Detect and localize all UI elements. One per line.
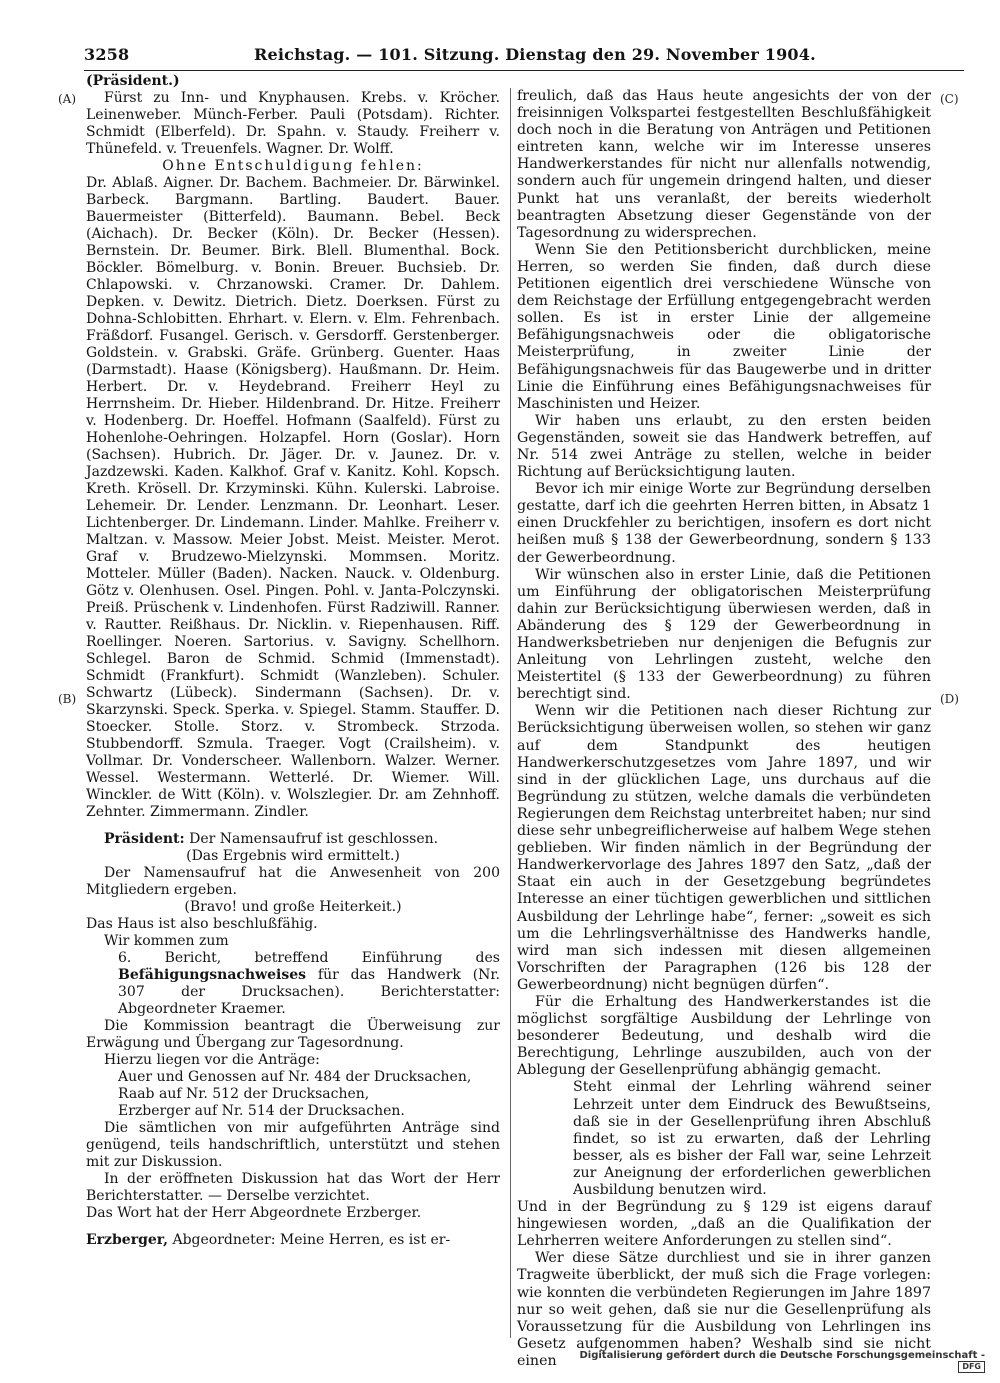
president-tag: (Präsident.) — [86, 73, 180, 89]
dfg-logo: DFG — [958, 1361, 985, 1373]
motion-2: Raab auf Nr. 512 der Drucksachen, — [118, 1086, 370, 1102]
names-absent: Dr. Ablaß. Aigner. Dr. Bachem. Bachmeier. Dr. Bärwinkel. Barbeck. Bargmann. Bartling. Baudert. Bauer. Bauermeister (Bitterfeld). Baumann. Bebel. Beck (Aichach). Dr. Becker (Köln). Dr. Becker (Hessen). Bernstein. Dr. Beumer. Birk. Blell. Blumenthal. Bock. Böckler. Bömelburg. v. Bonin. Breuer. Buchsieb. Dr. Chlapowski. v. Chrzanowski. Cramer. Dr. Dahlem. Depken. v. Dewitz. Dietrich. Dietz. Doerksen. Fürst zu Dohna-Schlobitten. Ehrhart. v. Elern. v. Elm. Fehrenbach. Fräßdorf. Fusangel. Gerisch. v. Gersdorff. Gerstenberger. Goldstein. v. Grabski. Gräfe. Grünberg. Guenter. Haas (Darmstadt). Haase (Königsberg). Haußmann. Dr. Heim. Herbert. Dr. v. Heydebrand. Freiherr Heyl zu Herrnsheim. Dr. Hieber. Hildenbrand. Dr. Hitze. Freiherr v. Hodenberg. Dr. Hoeffel. Hofmann (Saalfeld). Fürst zu Hohenlohe-Oehringen. Holzapfel. Horn (Goslar). Horn (Sachsen). Hubrich. Dr. Jäger. Dr. v. Jaunez. Dr. v. Jazdzewski. Kaden. Kalkhof. Graf v. Kanitz. Kohl. Kopsch. Kreth. Krösell. Dr. Krzyminski. Kühn. Kulerski. Labroise. Lehemeir. Dr. Lender. Lenzmann. Dr. Leonhart. Leser. Lichtenberger. Dr. Lindemann. Linder. Mahlke. Freiherr v. Maltzan. v. Massow. Meier Jobst. Meist. Meister. Merot. Graf v. Brudzewo-Mielzynski. Mommsen. Moritz. Motteler. Müller (Baden). Nacken. Nauck. v. Oldenburg. Götz v. Olenhusen. Osel. Pingen. Pohl. v. Janta-Polczynski. Preiß. Prüschenk v. Lindenhofen. Fürst Radziwill. Ranner. v. Rautter. Reißhaus. Dr. Nicklin. v. Riepenhausen. Riff. Roellinger. Noeren. Sartorius. v. Savigny. Schellhorn. Schlegel. Baron de Schmid. Schmid (Immenstadt). Schmidt (Frankfurt). Schmidt (Wanzleben). Schuler. Schwartz (Lübeck). Sindermann (Sachsen). Dr. v. Skarzynski. Speck. Sperka. v. Spiegel. Stamm. Stauffer. D. Stoecker. Stolle. Storz. v. Strombeck. Strzoda. Stubbendorff. Szmula. Traeger. Vogt (Crailsheim). v. Vollmar. Dr. Vonderscheer. Wallenborn. Walzer. Werner. Wessel. Westermann. Wetterlé. Dr. Wiemer. Will. Winckler. de Witt (Köln). v. Wolszlegier. Dr. am Zehnhoff. Zehnter. Zimmermann. Zindler. — [86, 175, 500, 820]
spacer — [86, 1222, 500, 1232]
motion-3: Erzberger auf Nr. 514 der Drucksachen. — [118, 1103, 405, 1119]
absent-heading: Ohne Entschuldigung fehlen: — [162, 158, 424, 174]
paragraph-8: Und in der Begründung zu § 129 ist eigens darauf hingewiesen worden, „daß an die Qualifikation der Lehrherren weitere Anforderungen zu stellen sind“. — [517, 1199, 931, 1250]
president-closed: Der Namensaufruf ist geschlossen. — [189, 831, 439, 847]
running-title: Reichstag. — 101. Sitzung. Dienstag den 29. November 1904. — [254, 45, 816, 64]
paragraph-2: Wenn Sie den Petitionsbericht durchblicken, meine Herren, so werden Sie finden, daß durch diese Petitionen eigentlich drei verschiedene Wünsche von dem Reichstage der Erfüllung entgegengebracht werden sollen. Es ist in erster Linie der allgemeine Befähigungsnachweis oder die obligatorische Meisterprüfung, in zweiter Linie der Befähigungsnachweis für das Baugewerbe und in dritter Linie die Einführung eines Befähigungsnachweises für Maschinisten und Heizer. — [517, 241, 931, 412]
right-column — [517, 88, 931, 1370]
paragraph-4: Bevor ich mir einige Worte zur Begründung derselben gestatte, darf ich die geehrten Herren bitten, in Absatz 1 einen Druckfehler zu berichtigen, insofern es dort nicht heißen muß § 138 der Gewerbeordnung, sondern § 133 der Gewerbeordnung. — [517, 481, 931, 566]
speaker-line — [86, 1232, 500, 1249]
column-divider — [510, 88, 511, 1338]
paragraph-3: Wir haben uns erlaubt, zu den ersten beiden Gegenständen, soweit sie das Handwerk betreffen, auf Nr. 514 zwei Anträge zu stellen, welche in beider Richtung auf Berücksichtigung lauten. — [517, 412, 931, 481]
president-label: Präsident: — [104, 831, 185, 847]
speaker-name: Erzberger, — [86, 1232, 168, 1248]
margin-marker-b: (B) — [58, 692, 77, 706]
left-column — [86, 73, 500, 1249]
margin-marker-a: (A) — [58, 92, 77, 106]
page-header — [84, 45, 964, 67]
margin-marker-d: (D) — [940, 692, 959, 706]
names-present: Fürst zu Inn- und Knyphausen. Krebs. v. Kröcher. Leinenweber. Münch-Ferber. Pauli (Potsdam). Richter. Schmidt (Elberfeld). Dr. Spahn. v. Staudy. Freiherr v. Thünefeld. v. Treuenfels. Wagner. Dr. Wolff. — [86, 90, 500, 157]
agenda-item — [86, 950, 500, 1018]
page-number: 3258 — [84, 45, 130, 64]
laughter: (Bravo! und große Heiterkeit.) — [184, 899, 402, 915]
paragraph-5: Wir wünschen also in erster Linie, daß die Petitionen um Einführung der obligatorischen Meisterprüfung dahin zur Berücksichtigung überwiesen werden, daß in Abänderung des § 129 der Gewerbeordnung in Handwerksbetrieben nur denjenigen die Befugnis zur Anleitung von Lehrlingen zusteht, welche den Meistertitel (§ 133 der Gewerbeordnung) zu führen berechtigt sind. — [517, 566, 931, 703]
spacer — [86, 821, 500, 831]
margin-marker-c: (C) — [940, 92, 959, 106]
block-quote: Steht einmal der Lehrling während seiner Lehrzeit unter dem Eindruck des Bewußtseins, daß sie in der Gesellenprüfung ihren Abschluß findet, so ist zu erwarten, daß der Lehrling besser, als es bisher der Fall war, seine Lehrzeit zur Aneignung der erforderlichen gewerblichen Ausbildung benutzen wird. — [573, 1079, 931, 1198]
we-come: Wir kommen zum — [104, 933, 229, 949]
agenda-item-suffix: für das Handwerk (Nr. 307 der Drucksachen). Berichterstatter: Abgeordneter Kraemer. — [118, 967, 501, 1017]
result-pending: (Das Ergebnis wird ermittelt.) — [186, 848, 400, 864]
agenda-item-bold: Befähigungsnachweises — [118, 967, 307, 983]
quorum: Das Haus ist also beschlußfähig. — [86, 916, 318, 932]
motion-1: Auer und Genossen auf Nr. 484 der Drucksachen, — [118, 1069, 472, 1085]
president-statement — [86, 831, 500, 848]
header-rule — [84, 70, 964, 71]
attendance: Der Namensaufruf hat die Anwesenheit von 200 Mitgliedern ergeben. — [86, 865, 500, 898]
digitization-credit — [565, 1350, 985, 1371]
paragraph-6: Wenn wir die Petitionen nach dieser Richtung zur Berücksichtigung überweisen wollen, so stehen wir ganz auf dem Standpunkt des heutigen Handwerkerschutzgesetzes vom Jahre 1897, und wir sind in der glücklichen Lage, uns durchaus auf die Begründung zu stützen, welche damals die verbündeten Regierungen dem Reichstag unterbreitet haben; nur sind diese sehr unbegreiflicherweise auf halbem Wege stehen geblieben. Wir finden nämlich in der Begründung der Handwerkervorlage des Jahres 1897 den Satz, „daß der Staat ein auch in der Gesetzgebung begründetes Interesse an einer tüchtigen gewerblichen und sittlichen Ausbildung der Lehrlinge habe“, ferner: „soweit es sich um die Lehrlingsverhältnisse des Handwerks handle, wird man sich indessen mit diesen allgemeinen Vorschriften der Paragraphen (126 bis 128 der Gewerbeordnung) nicht begnügen dürfen“. — [517, 703, 931, 993]
commission: Die Kommission beantragt die Überweisung zur Erwägung und Übergang zur Tagesordnung. — [86, 1018, 500, 1051]
paragraph-7: Für die Erhaltung des Handwerkerstandes ist die möglichst sorgfältige Ausbildung der Lehrlinge von besonderer Bedeutung, und deshalb wird die Berechtigung, Lehrlinge auszubilden, auch von der Ablegung der Gesellenprüfung abhängig gemacht. — [517, 993, 931, 1079]
agenda-item-prefix: 6. Bericht, betreffend Einführung des — [118, 950, 500, 966]
floor-to: Das Wort hat der Herr Abgeordnete Erzberger. — [86, 1205, 422, 1221]
paragraph-9: Wer diese Sätze durchliest und sie in ihrer ganzen Tragweite überblickt, der muß sich die Frage vorlegen: wie konnten die verbündeten Regierungen im Jahre 1897 nur so weit gehen, daß sie nur die Gesellenprüfung als Voraussetzung für die Ausbildung von Lehrlingen ins Gesetz aufgenommen haben? Weshalb sind sie nicht einen — [517, 1250, 931, 1369]
paragraph-1: freulich, daß das Haus heute angesichts der von der freisinnigen Volkspartei festgestellten Beschlußfähigkeit doch noch in die Beratung von Anträgen und Petitionen eintreten kann, welche wir im Interesse unseres Handwerkerstandes für nicht nur allenfalls notwendig, sondern auch für ungemein dringend halten, und dieser Punkt hat uns veranlaßt, der bereits wiederholt beantragten Absetzung dieser Gegenstände von der Tagesordnung zu widersprechen. — [517, 88, 931, 241]
motions-support: Die sämtlichen von mir aufgeführten Anträge sind genügend, teils handschriftlich, unterstützt und stehen mit zur Diskussion. — [86, 1120, 500, 1170]
credit-text: Digitalisierung gefördert durch die Deutsche Forschungsgemeinschaft - — [579, 1350, 985, 1361]
discussion: In der eröffneten Diskussion hat das Wort der Herr Berichterstatter. — Derselbe verzichtet. — [86, 1171, 500, 1204]
motions-intro: Hierzu liegen vor die Anträge: — [104, 1052, 320, 1068]
speaker-text: Abgeordneter: Meine Herren, es ist er- — [172, 1232, 451, 1248]
